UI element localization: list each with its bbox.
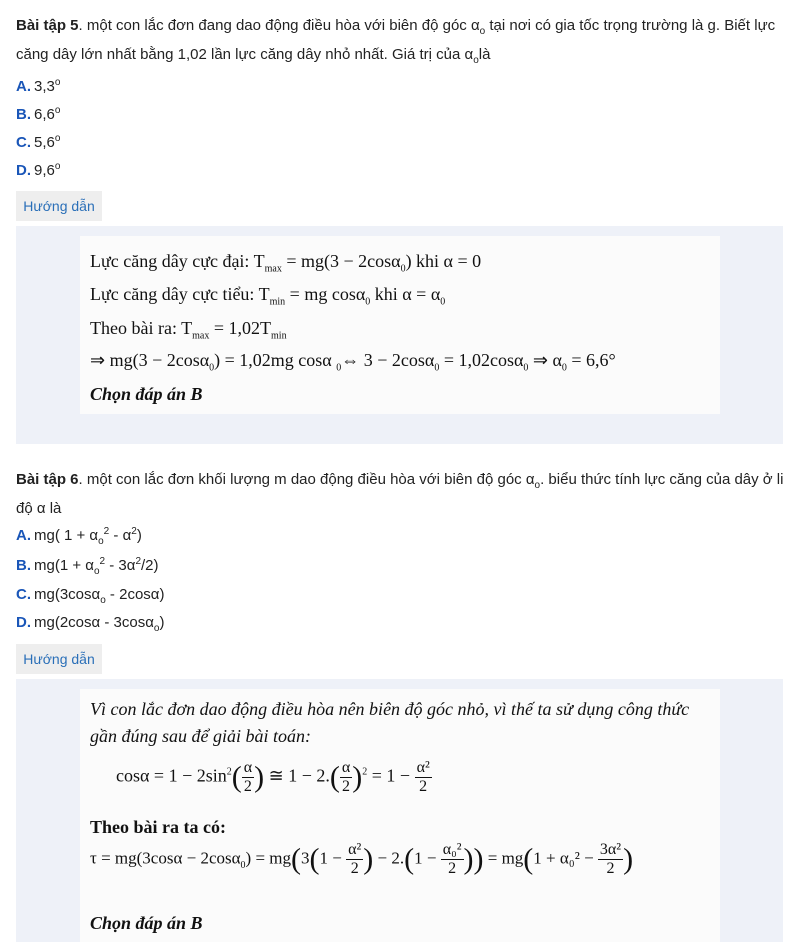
solution-given: Theo bài ra ta có: bbox=[90, 817, 226, 837]
solution-line: Lực căng dây cực tiểu: $T_{min}$ = mg cosα$_0$ khi $\alpha = \alpha_0$ bbox=[90, 284, 446, 308]
solution-image-6 bbox=[80, 689, 720, 942]
solution-answer: Chọn đáp án B bbox=[90, 913, 203, 933]
solution-line: Lực căng dây cực đại: $T_{max} = mg(3 - 2\cos\alpha_0)$ khi α = 0 bbox=[90, 251, 482, 275]
option-value: 3,3 bbox=[34, 78, 55, 95]
sub: o bbox=[473, 55, 479, 66]
sub: o bbox=[479, 26, 486, 37]
option-a[interactable] bbox=[16, 78, 60, 95]
solution-box-6 bbox=[16, 679, 783, 942]
option-d[interactable]: D. mg(2cosα - 3cosα$_o$) bbox=[16, 614, 165, 634]
solution-line: Theo bài ra: $T_{max} = 1,02T_{min}$ bbox=[90, 318, 287, 342]
solution-box-5 bbox=[16, 226, 783, 444]
solution-line: ⇒ mg(3 − 2cosα$_0$) = 1,02mg cosα $_0$⇔ 3 − 2cosα$_0$ = 1,02cosα$_0$ ⇒ $\alpha_0 = 6,6^\circ$ bbox=[90, 350, 616, 374]
guide-button[interactable]: Hướng dẫn bbox=[16, 191, 102, 221]
option-d[interactable] bbox=[16, 162, 60, 179]
option-value: 9,6 bbox=[34, 162, 55, 179]
option-sup: o bbox=[54, 77, 61, 88]
option-c[interactable]: C. mg(3cosα$_o$ - 2cosα) bbox=[16, 586, 165, 606]
option-sup: o bbox=[54, 105, 61, 116]
option-c[interactable] bbox=[16, 134, 60, 151]
option-letter: C. bbox=[16, 134, 31, 151]
solution-intro: gần đúng sau để giải bài toán: bbox=[90, 726, 311, 746]
problem-5-label: Bài tập 5 bbox=[16, 17, 79, 34]
problem-5-text2: tại nơi có gia tốc trọng trường là g. Biết lực căng dây lớn nhất bằng 1,02 lần lực căng dây nhỏ nhất. Giá trị của α bbox=[16, 17, 776, 63]
problem-6-statement bbox=[16, 465, 786, 523]
guide-button[interactable]: Hướng dẫn bbox=[16, 644, 102, 674]
option-b[interactable]: B. $mg(1 + \alpha_o^2 - 3\alpha^2/2)$ bbox=[16, 556, 159, 577]
option-a[interactable]: A. mg( $1 + \alpha_o^2 - \alpha^2$) bbox=[16, 526, 142, 547]
option-letter: B. bbox=[16, 106, 31, 123]
solution-intro: Vì con lắc đơn dao động điều hòa nên biên độ góc nhỏ, vì thế ta sử dụng công thức bbox=[90, 699, 690, 719]
problem-6-label: Bài tập 6 bbox=[16, 471, 79, 488]
problem-5-statement bbox=[16, 11, 786, 69]
problem-6-text2: . biểu thức tính lực căng của dây ở li độ α là bbox=[16, 471, 784, 517]
problem-6-text: . một con lắc đơn khối lượng m dao động điều hòa với biên độ góc α bbox=[78, 471, 535, 488]
option-value: 5,6 bbox=[34, 134, 55, 151]
problem-5-text3: là bbox=[478, 46, 491, 63]
option-sup: o bbox=[54, 133, 61, 144]
solution-image-5 bbox=[80, 236, 720, 414]
option-value: 6,6 bbox=[34, 106, 55, 123]
option-b[interactable] bbox=[16, 106, 60, 123]
option-letter: A. bbox=[16, 78, 31, 95]
option-sup: o bbox=[54, 161, 61, 172]
solution-equation-2: τ = mg(3cosα − 2cosα$_0$) = mg(3(1 − $\frac{\text{α²}}{2}$ ) − 2.(1 − $\frac{\text{α₀²}}{2}$ )) = mg(1 + α₀² − $\frac{\text{3α²}}{2}$ ) bbox=[90, 841, 634, 877]
solution-equation-1: $\cos\alpha = 1 - 2\sin^2$( $\frac{\alpha}{2}$ ) ≅ 1 − 2.( $\frac{\alpha}{2}$ )$^2$ = 1 − $\frac{\text{α²}}{2}$ bbox=[116, 759, 430, 795]
solution-answer: Chọn đáp án B bbox=[90, 384, 203, 404]
option-letter: D. bbox=[16, 162, 31, 179]
problem-5-text: . một con lắc đơn đang dao động điều hòa với biên độ góc α bbox=[78, 17, 480, 34]
sub: o bbox=[534, 480, 541, 491]
